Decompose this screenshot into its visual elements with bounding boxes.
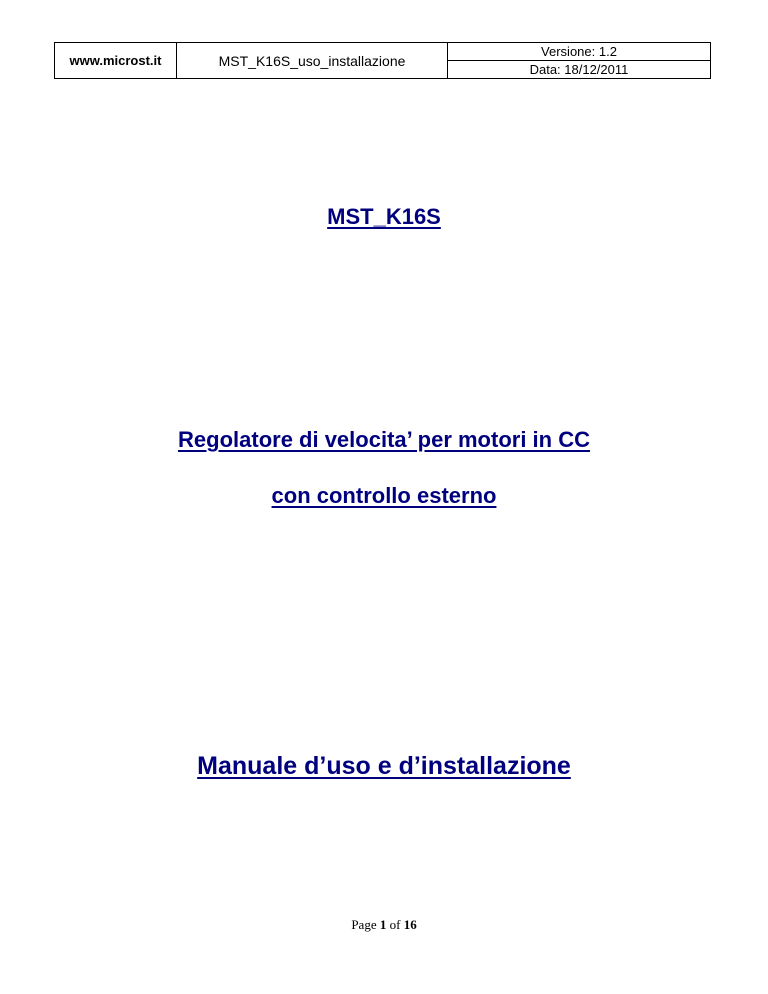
total-pages: 16 [403,917,417,932]
page-number [0,917,768,933]
product-model-title: MST_K16S [327,204,441,229]
document-header [54,42,711,79]
of-word: of [389,917,401,932]
manual-title: Manuale d’uso e d’installazione [197,752,571,780]
subtitle-line-1: Regolatore di velocita’ per motori in CC [178,427,590,452]
subtitle-line-2: con controllo esterno [271,483,497,508]
date-label: Data: 18/12/2011 [448,61,711,79]
document-name: MST_K16S_uso_installazione [177,43,448,79]
website-label: www.microst.it [55,43,177,79]
version-label: Versione: 1.2 [448,43,711,61]
page-word: Page [351,917,377,932]
current-page: 1 [379,917,387,932]
